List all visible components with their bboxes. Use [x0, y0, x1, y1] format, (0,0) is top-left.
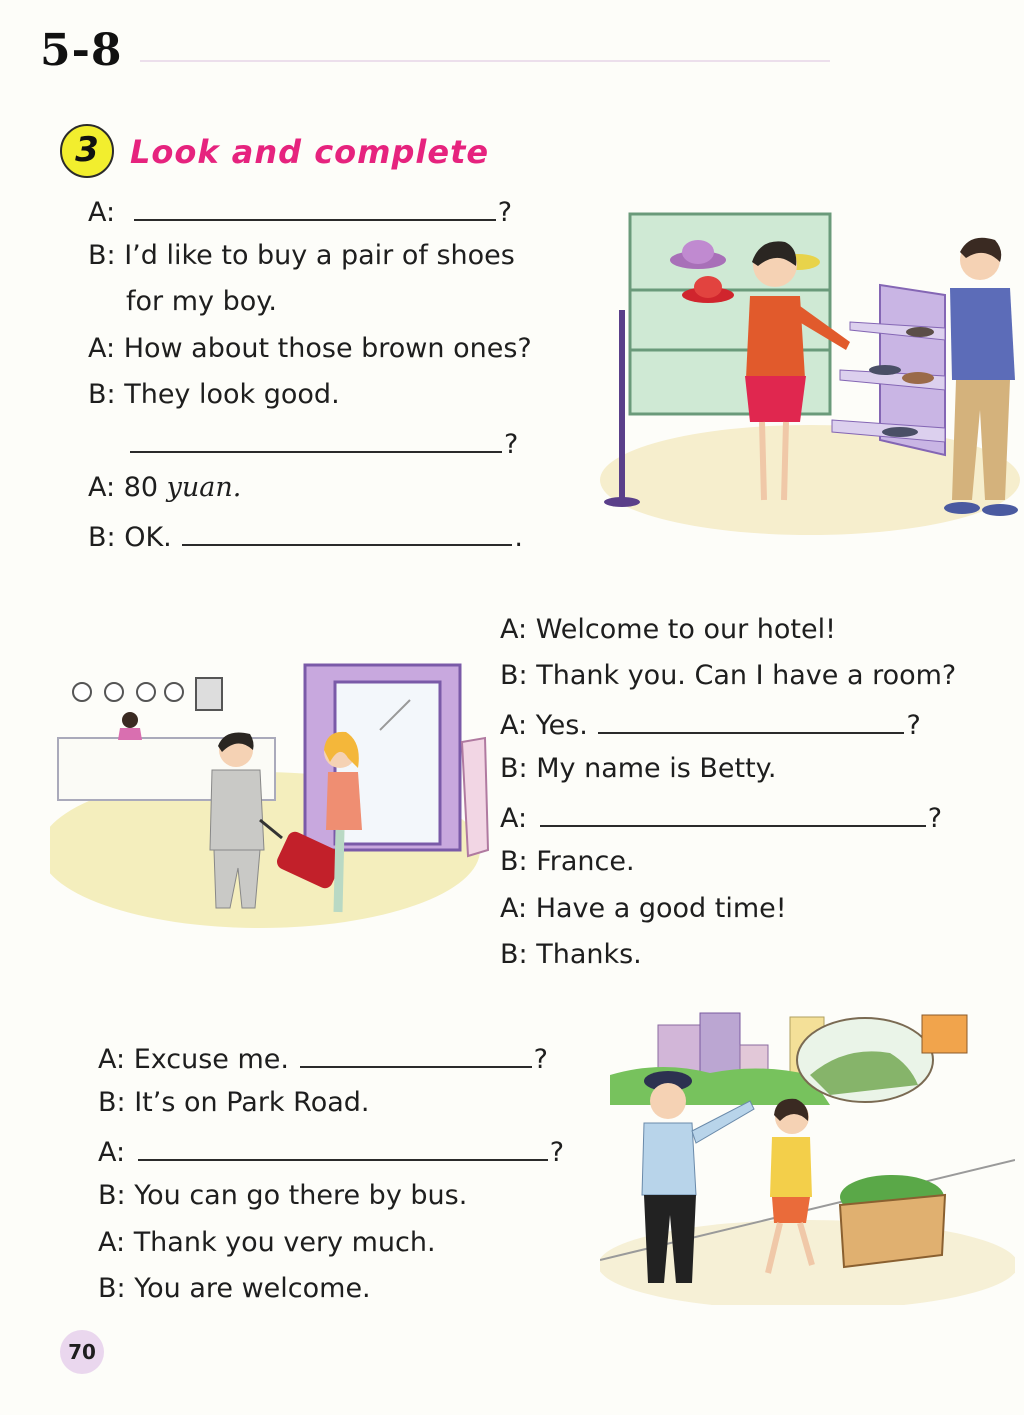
dialogue-line — [500, 892, 787, 926]
speaker: A: — [98, 1137, 126, 1168]
speaker: B: — [88, 240, 116, 271]
answer-blank[interactable] — [138, 1133, 548, 1161]
line-text: How about those brown ones? — [123, 333, 532, 364]
dialogue-line — [98, 1040, 548, 1077]
line-text: for my boy. — [126, 286, 277, 317]
line-text: Have a good time! — [535, 893, 787, 924]
speaker: A: — [98, 1227, 126, 1258]
line-end: ? — [927, 803, 943, 834]
line-text: France. — [536, 846, 635, 877]
speaker: B: — [500, 660, 528, 691]
dialogue-line — [500, 799, 942, 836]
dialogue-line — [126, 285, 277, 319]
section-number: 3 — [75, 130, 99, 170]
line-end: ? — [549, 1137, 565, 1168]
dialogue-line — [88, 193, 512, 230]
page-number: 70 — [68, 1340, 96, 1364]
dialogue-line — [500, 845, 635, 879]
speaker: B: — [88, 522, 116, 553]
line-text: It’s on Park Road. — [134, 1087, 370, 1118]
speaker: B: — [500, 846, 528, 877]
line-end: ? — [504, 429, 519, 460]
speaker: A: — [88, 333, 116, 364]
line-end: ? — [906, 710, 921, 741]
hotel-illustration — [50, 650, 495, 935]
unit-label: 5-8 — [40, 25, 123, 76]
line-end: ? — [533, 1044, 548, 1075]
dialogue-line — [88, 471, 241, 505]
answer-blank[interactable] — [300, 1040, 532, 1068]
line-text: Thank you. Can I have a room? — [536, 660, 957, 691]
line-text: 80 — [123, 472, 159, 503]
dialogue-line — [88, 518, 523, 555]
line-text: You are welcome. — [134, 1273, 371, 1304]
line-end: . — [514, 522, 523, 553]
dialogue-line — [500, 938, 642, 972]
dialogue-line — [98, 1226, 436, 1260]
directions-illustration — [600, 1005, 1015, 1305]
speaker: A: — [98, 1044, 126, 1075]
shoe-shop-illustration — [600, 200, 1020, 535]
header-rule — [140, 60, 830, 62]
speaker: B: — [88, 379, 116, 410]
dialogue-line — [98, 1272, 371, 1306]
dialogue-line — [98, 1086, 369, 1120]
dialogue-line — [88, 239, 515, 273]
dialogue-line — [500, 752, 776, 786]
dialogue-line — [500, 659, 956, 693]
dialogue-line — [500, 613, 836, 647]
line-end: ? — [497, 197, 513, 228]
speaker: A: — [500, 710, 528, 741]
dialogue-line — [128, 425, 518, 462]
speaker: B: — [98, 1180, 126, 1211]
line-text: Excuse me. — [133, 1044, 289, 1075]
answer-blank[interactable] — [598, 706, 904, 734]
line-text: You can go there by bus. — [134, 1180, 468, 1211]
speaker: A: — [500, 893, 528, 924]
speaker: B: — [500, 939, 528, 970]
line-text: OK. — [124, 522, 172, 553]
answer-blank[interactable] — [130, 425, 502, 453]
speaker: A: — [88, 472, 116, 503]
dialogue-line — [88, 378, 340, 412]
answer-blank[interactable] — [134, 193, 496, 221]
line-text: My name is Betty. — [536, 753, 777, 784]
section-title: Look and complete — [130, 133, 490, 171]
line-text: Thank you very much. — [133, 1227, 436, 1258]
speaker: A: — [88, 197, 116, 228]
speaker: B: — [98, 1087, 126, 1118]
speaker: A: — [500, 614, 528, 645]
line-text: Thanks. — [536, 939, 642, 970]
speaker: B: — [98, 1273, 126, 1304]
currency-unit: yuan. — [166, 472, 242, 503]
dialogue-line — [98, 1179, 467, 1213]
dialogue-line — [98, 1133, 564, 1170]
answer-blank[interactable] — [182, 518, 512, 546]
dialogue-line — [500, 706, 921, 743]
line-text: Welcome to our hotel! — [535, 614, 836, 645]
speaker: B: — [500, 753, 528, 784]
line-text: Yes. — [535, 710, 588, 741]
line-text: I’d like to buy a pair of shoes — [124, 240, 515, 271]
dialogue-line — [88, 332, 532, 366]
line-text: They look good. — [124, 379, 340, 410]
answer-blank[interactable] — [540, 799, 926, 827]
speaker: A: — [500, 803, 528, 834]
